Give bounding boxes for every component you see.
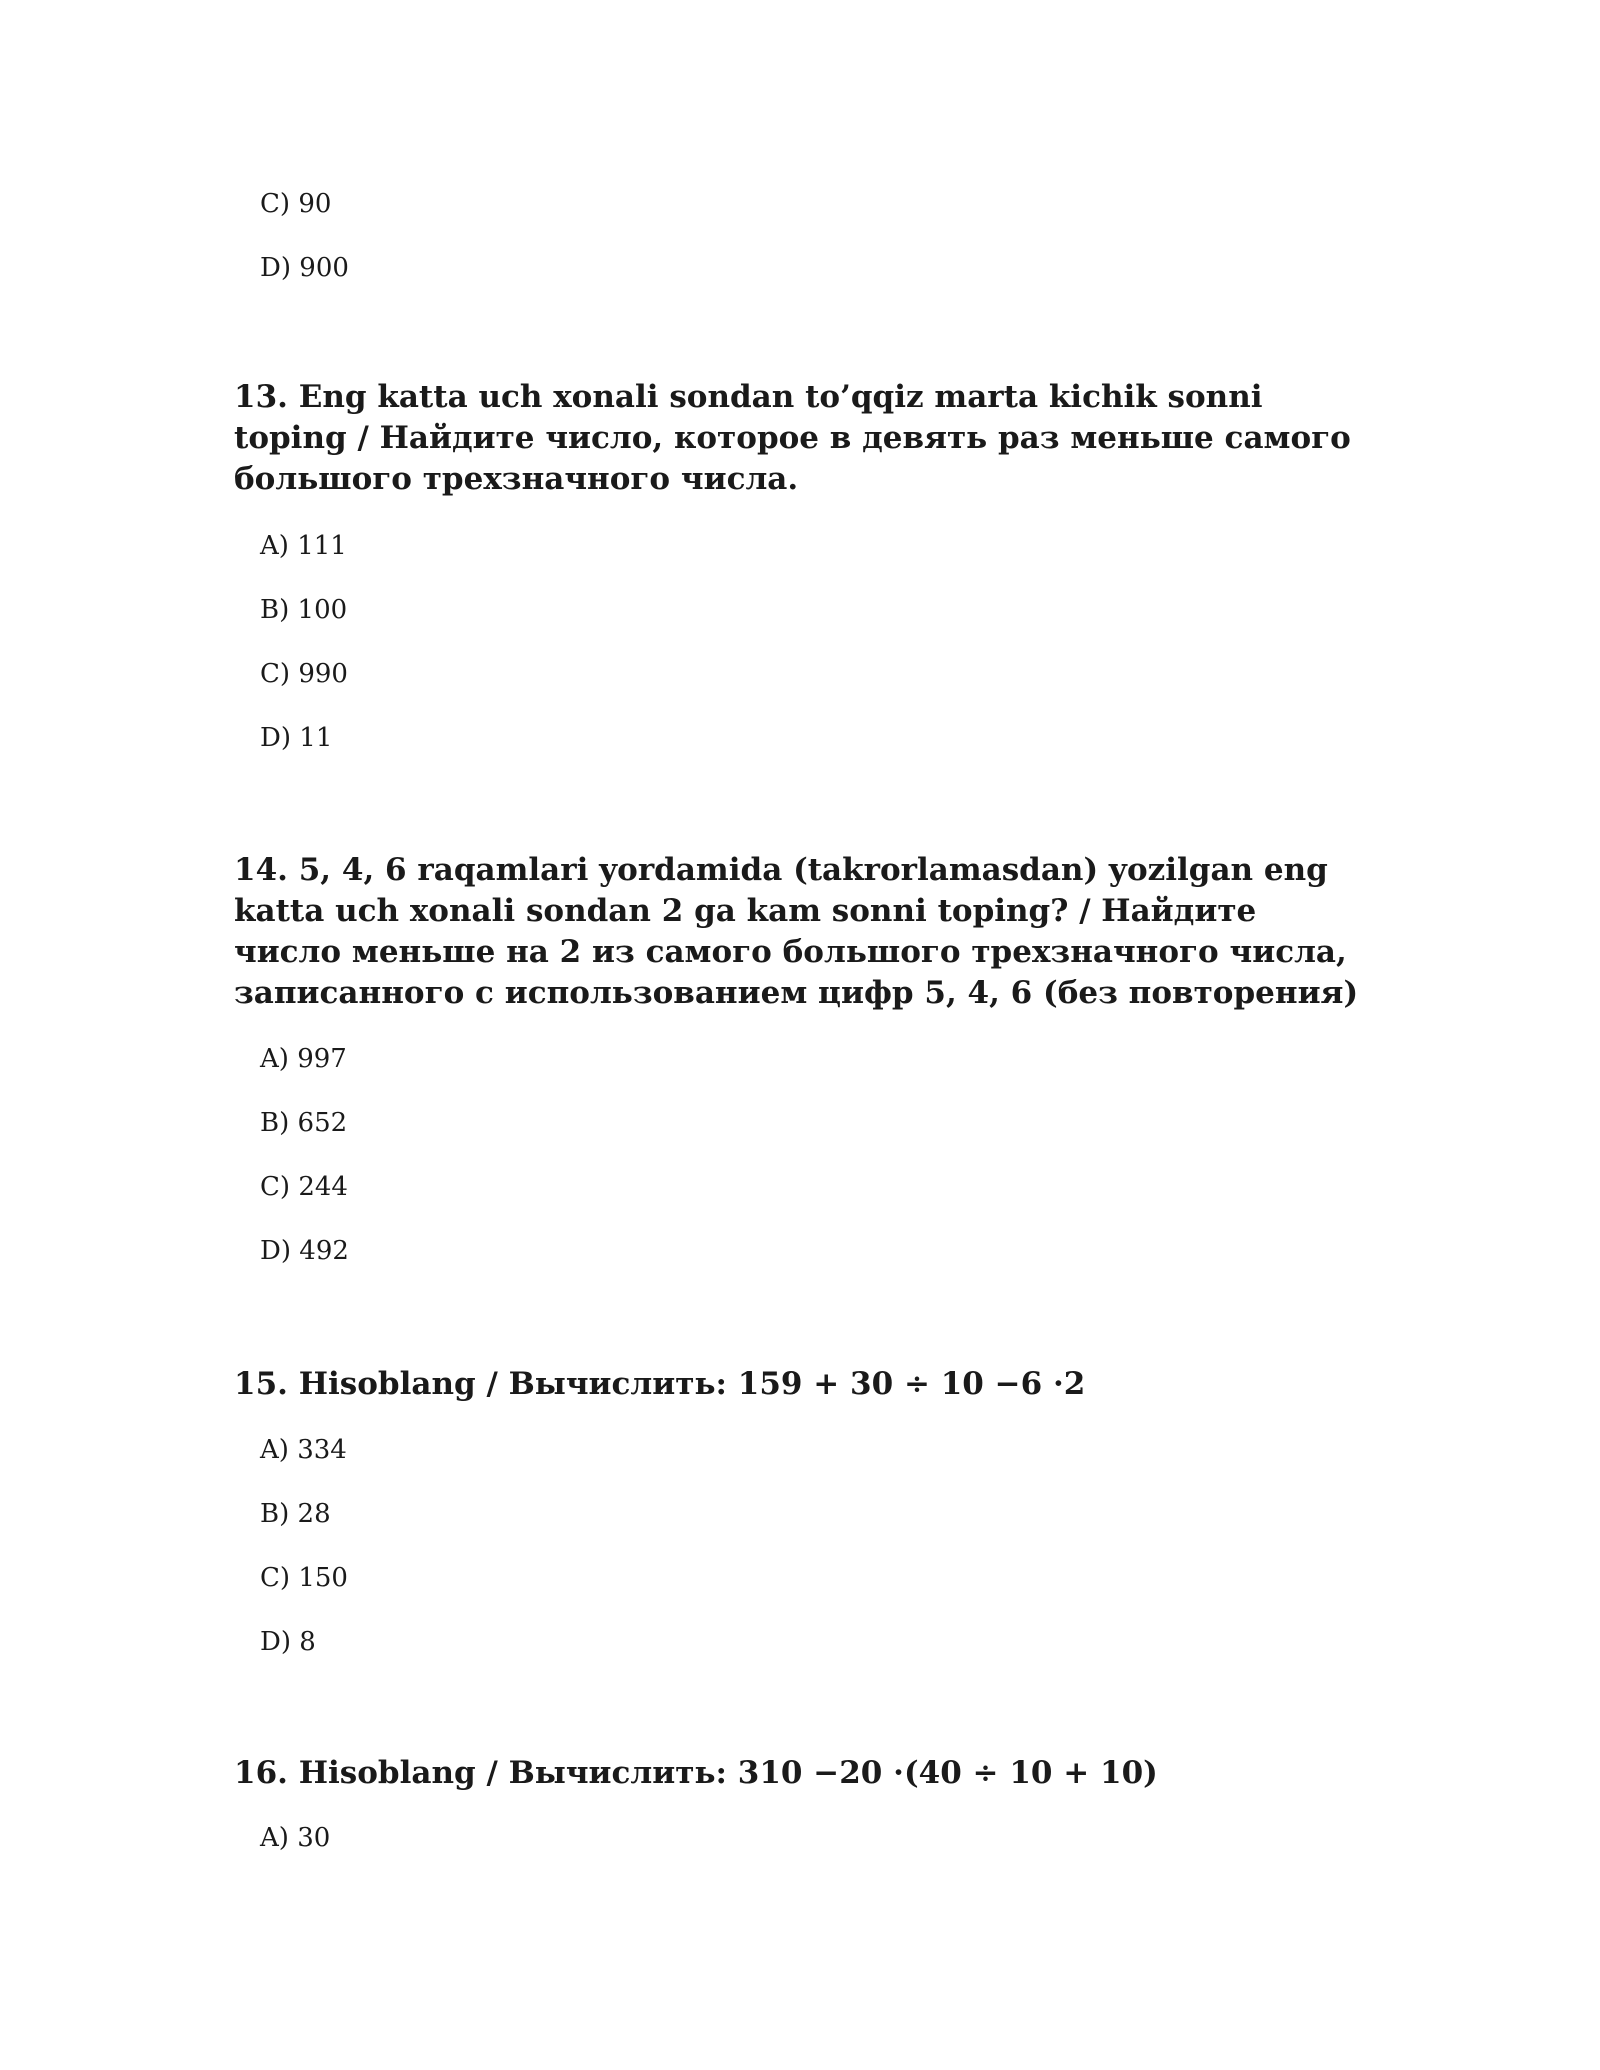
option-15-d: D) 8 [260, 1627, 316, 1657]
option-letter: C [260, 659, 280, 689]
question-number: 14. [234, 852, 288, 888]
option-15-a: A) 334 [260, 1435, 347, 1465]
option-letter: C [260, 1563, 280, 1593]
option-letter: A [260, 531, 279, 561]
question-16-text [234, 1753, 1374, 1794]
question-number: 16. [234, 1755, 288, 1791]
option-15-c: C) 150 [260, 1563, 348, 1593]
option-value: 652 [297, 1108, 348, 1138]
option-letter: D [260, 253, 281, 283]
option-value: 28 [297, 1499, 331, 1529]
option-value: 244 [298, 1172, 348, 1202]
option-14-d: D) 492 [260, 1236, 349, 1266]
option-value: 100 [297, 595, 348, 625]
question-14-text [234, 850, 1374, 1014]
option-14-c: C) 244 [260, 1172, 348, 1202]
option-value: 8 [299, 1627, 316, 1657]
option-letter: A [260, 1823, 279, 1853]
question-body: Hisoblang / Вычислить: 159 + 30 ÷ 10 −6 ·2 [298, 1366, 1086, 1402]
option-value: 111 [297, 531, 347, 561]
option-value: 900 [299, 253, 349, 283]
option-value: 90 [298, 189, 332, 219]
option-12-d: D) 900 [260, 253, 349, 283]
option-letter: C [260, 189, 280, 219]
option-value: 150 [298, 1563, 348, 1593]
question-body: Hisoblang / Вычислить: 310 −20 ·(40 ÷ 10 + 10) [298, 1755, 1158, 1791]
question-number: 13. [234, 379, 288, 415]
option-letter: B [260, 1108, 280, 1138]
option-value: 492 [299, 1236, 349, 1266]
question-body: Eng katta uch xonali sondan to’qqiz marta kichik sonni toping / Найдите число, которое в девять раз меньше самого большого трехзначного числа. [234, 379, 1351, 497]
option-16-a: A) 30 [260, 1823, 331, 1853]
question-15-text [234, 1364, 1374, 1405]
option-letter: D [260, 723, 281, 753]
option-letter: A [260, 1044, 279, 1074]
option-14-b: B) 652 [260, 1108, 348, 1138]
option-letter: C [260, 1172, 280, 1202]
option-13-b: B) 100 [260, 595, 348, 625]
option-value: 990 [298, 659, 348, 689]
option-13-c: C) 990 [260, 659, 348, 689]
option-letter: A [260, 1435, 279, 1465]
option-14-a: A) 997 [260, 1044, 347, 1074]
option-13-a: A) 111 [260, 531, 347, 561]
question-number: 15. [234, 1366, 288, 1402]
option-value: 334 [297, 1435, 347, 1465]
option-letter: D [260, 1236, 281, 1266]
question-body: 5, 4, 6 raqamlari yordamida (takrorlamasdan) yozilgan eng katta uch xonali sondan 2 ga kam sonni toping? / Найдите число меньше на 2 из самого большого трехзначного числа, записанного с использованием цифр 5, 4, 6 (без повторения) [234, 852, 1359, 1011]
option-letter: B [260, 1499, 280, 1529]
option-12-c: C) 90 [260, 189, 332, 219]
question-13-text [234, 377, 1374, 500]
option-15-b: B) 28 [260, 1499, 331, 1529]
option-letter: D [260, 1627, 281, 1657]
option-value: 997 [297, 1044, 347, 1074]
option-value: 30 [297, 1823, 331, 1853]
option-letter: B [260, 595, 280, 625]
option-value: 11 [299, 723, 333, 753]
option-13-d: D) 11 [260, 723, 333, 753]
